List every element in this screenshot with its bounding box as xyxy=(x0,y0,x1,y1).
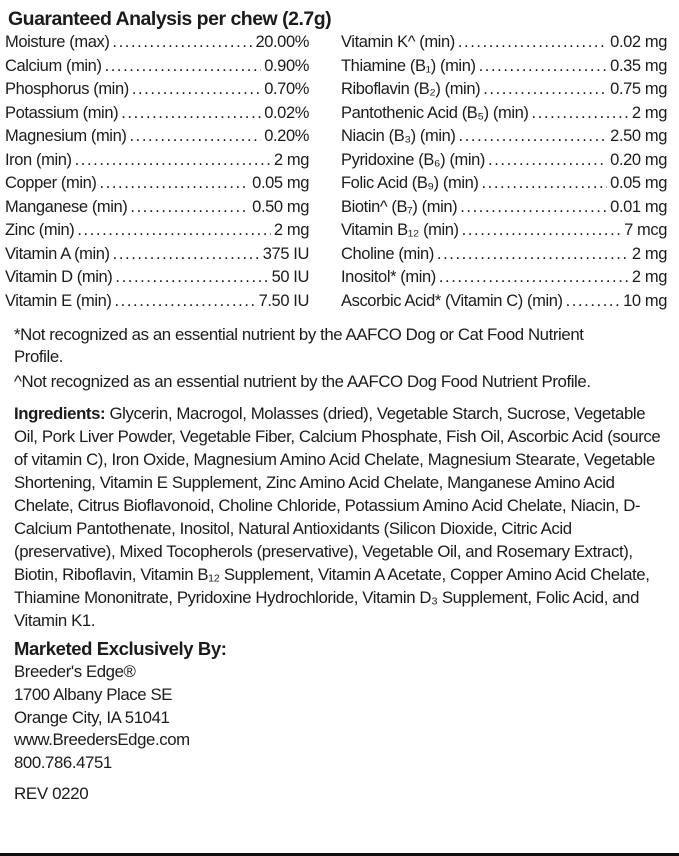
nutrient-value: 2.50 mg xyxy=(610,127,667,145)
nutrient-label: Manganese (min) xyxy=(5,197,128,216)
dot-leader xyxy=(75,149,271,173)
analysis-row xyxy=(5,243,309,267)
guaranteed-analysis-table xyxy=(5,31,667,313)
nutrient-value: 2 mg xyxy=(631,244,667,263)
dot-leader xyxy=(99,172,249,196)
analysis-row xyxy=(341,290,667,314)
nutrient-value: 7 mcg xyxy=(624,221,667,239)
nutrient-value: 0.02 mg xyxy=(610,33,667,51)
nutrient-label: Folic Acid (B₉) (min) xyxy=(341,174,479,192)
nutrient-value: 0.35 mg xyxy=(610,56,667,75)
address-line: 1700 Albany Place SE xyxy=(14,684,173,704)
nutrient-label: Thiamine (B₁) (min) xyxy=(341,56,476,75)
dot-leader xyxy=(437,243,629,267)
nutrient-label: Riboflavin (B₂) (min) xyxy=(341,80,481,98)
nutrient-label: Potassium (min) xyxy=(5,103,119,122)
analysis-row xyxy=(5,102,309,126)
footnote-text: ^Not recognized as an essential nutrient by the AAFCO Dog Food Nutrient Profile. xyxy=(14,372,591,391)
address-line: 800.786.4751 xyxy=(14,753,112,773)
nutrient-value: 10 mg xyxy=(623,291,667,310)
page-title: Guaranteed Analysis per chew (2.7g) xyxy=(8,8,332,30)
dot-leader xyxy=(462,219,621,243)
nutrient-label: Vitamin K^ (min) xyxy=(341,33,455,51)
dot-leader xyxy=(458,31,607,55)
nutrient-label: Vitamin E (min) xyxy=(5,291,112,310)
nutrient-value: 0.75 mg xyxy=(610,80,667,98)
nutrient-value: 2 mg xyxy=(631,103,667,122)
nutrient-label: Biotin^ (B₇) (min) xyxy=(341,197,458,216)
dot-leader xyxy=(114,290,255,314)
marketing-heading: Marketed Exclusively By: xyxy=(14,638,227,659)
nutrient-value: 0.01 mg xyxy=(610,197,667,216)
dot-leader xyxy=(482,172,608,196)
nutrient-value: 0.50 mg xyxy=(252,197,309,216)
dot-leader xyxy=(439,266,629,290)
footnote-text: *Not recognized as an essential nutrient by the AAFCO Dog or Cat Food Nutrient Profile. xyxy=(14,325,584,366)
dot-leader xyxy=(132,78,261,102)
nutrient-label: Pantothenic Acid (B₅) (min) xyxy=(341,103,529,122)
nutrient-label: Magnesium (min) xyxy=(5,127,127,145)
nutrient-value: 0.05 mg xyxy=(252,174,309,192)
analysis-row xyxy=(341,266,667,290)
nutrient-value: 0.05 mg xyxy=(610,174,667,192)
dot-leader xyxy=(129,125,261,149)
dot-leader xyxy=(77,219,271,243)
analysis-row xyxy=(5,219,309,243)
nutrient-label: Pyridoxine (B₆) (min) xyxy=(341,150,486,169)
nutrient-label: Moisture (max) xyxy=(5,33,110,51)
analysis-row xyxy=(5,125,309,149)
dot-leader xyxy=(130,196,249,220)
nutrient-value: 0.20% xyxy=(264,127,309,145)
analysis-row xyxy=(341,219,667,243)
analysis-row xyxy=(341,125,667,149)
nutrient-value: 0.90% xyxy=(264,56,309,75)
analysis-row xyxy=(5,172,309,196)
nutrient-label: Iron (min) xyxy=(5,150,72,169)
analysis-left-column xyxy=(5,31,309,313)
nutrient-label: Copper (min) xyxy=(5,174,97,192)
analysis-row xyxy=(5,266,309,290)
analysis-right-column xyxy=(341,31,667,313)
nutrient-label: Vitamin A (min) xyxy=(5,244,110,263)
revision-code: REV 0220 xyxy=(14,783,89,803)
address-line: Orange City, IA 51041 xyxy=(14,707,170,727)
dot-leader xyxy=(459,125,608,149)
marketing-address-block xyxy=(14,661,667,775)
nutrient-label: Ascorbic Acid* (Vitamin C) (min) xyxy=(341,291,563,310)
analysis-row xyxy=(341,55,667,79)
nutrient-value: 20.00% xyxy=(255,33,309,51)
footnotes-section xyxy=(5,324,667,393)
ingredients-paragraph xyxy=(5,402,664,632)
nutrient-label: Niacin (B₃) (min) xyxy=(341,127,456,145)
dot-leader xyxy=(460,196,607,220)
nutrient-label: Choline (min) xyxy=(341,244,434,263)
dot-leader xyxy=(121,102,261,126)
analysis-row xyxy=(5,290,309,314)
nutrient-value: 0.20 mg xyxy=(610,150,667,169)
dot-leader xyxy=(112,31,252,55)
analysis-row xyxy=(5,55,309,79)
dot-leader xyxy=(566,290,621,314)
nutrient-value: 2 mg xyxy=(273,221,309,239)
analysis-row xyxy=(341,243,667,267)
dot-leader xyxy=(483,78,607,102)
nutrient-value: 2 mg xyxy=(273,150,309,169)
analysis-row xyxy=(5,149,309,173)
dot-leader xyxy=(532,102,629,126)
nutrient-value: 0.02% xyxy=(264,103,309,122)
analysis-row xyxy=(341,31,667,55)
nutrient-label: Vitamin B₁₂ (min) xyxy=(341,221,459,239)
analysis-row xyxy=(341,172,667,196)
dot-leader xyxy=(113,243,260,267)
analysis-row xyxy=(5,31,309,55)
ingredients-text: Glycerin, Macrogol, Molasses (dried), Vegetable Starch, Sucrose, Vegetable Oil, Pork Liver Powder, Vegetable Fiber, Calcium Phosphate, Fish Oil, Ascorbic Acid (source of vitamin C), Iron Oxide, Magnesium Amino Acid Chelate, Magnesium Stearate, Vegetable Shortening, Vitamin E Supplement, Zinc Amino Acid Chelate, Manganese Amino Acid Chelate, Citrus Bioflavonoid, Choline Chloride, Potassium Amino Acid Chelate, Niacin, D-Calcium Pantothenate, Inositol, Natural Antioxidants (Silicon Dioxide, Citric Acid (preservative), Mixed Tocopherols (preservative), Vegetable Oil, and Rosemary Extract), Biotin, Riboflavin, Vitamin B₁₂ Supplement, Vitamin A Acetate, Copper Amino Acid Chelate, Thiamine Mononitrate, Pyridoxine Hydrochloride, Vitamin D₃ Supplement, Folic Acid, and Vitamin K1. xyxy=(14,404,661,630)
nutrient-label: Zinc (min) xyxy=(5,221,75,239)
nutrient-label: Phosphorus (min) xyxy=(5,80,129,98)
analysis-row xyxy=(341,196,667,220)
ingredients-heading: Ingredients: xyxy=(14,404,106,423)
nutrient-value: 0.70% xyxy=(264,80,309,98)
analysis-row xyxy=(341,78,667,102)
nutrient-value: 50 IU xyxy=(271,268,309,286)
dot-leader xyxy=(115,266,268,290)
nutrient-value: 2 mg xyxy=(631,268,667,286)
dot-leader xyxy=(488,149,607,173)
analysis-row xyxy=(341,149,667,173)
address-line: www.BreedersEdge.com xyxy=(14,730,190,750)
nutrient-label: Calcium (min) xyxy=(5,56,102,75)
analysis-row xyxy=(5,196,309,220)
dot-leader xyxy=(479,55,608,79)
nutrient-label: Vitamin D (min) xyxy=(5,268,113,286)
nutrient-value: 375 IU xyxy=(262,244,309,263)
dot-leader xyxy=(105,55,262,79)
nutrient-value: 7.50 IU xyxy=(258,291,309,310)
nutrient-label: Inositol* (min) xyxy=(341,268,436,286)
analysis-row xyxy=(341,102,667,126)
marketing-section xyxy=(5,637,667,775)
analysis-row xyxy=(5,78,309,102)
address-line: Breeder's Edge® xyxy=(14,662,136,681)
